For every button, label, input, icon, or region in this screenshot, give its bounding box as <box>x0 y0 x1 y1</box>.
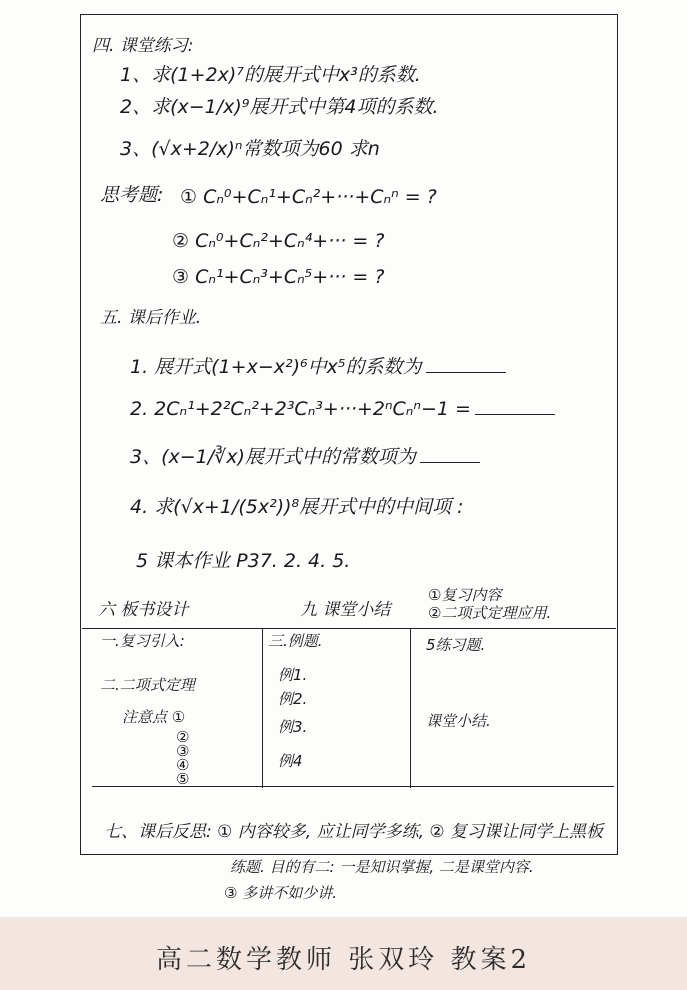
think-question-1: ① Cₙ⁰+Cₙ¹+Cₙ²+···+Cₙⁿ = ? <box>180 186 437 208</box>
footer-title: 高二数学教师 张双玲 教案2 <box>155 945 532 975</box>
section-9-heading: 九 课堂小结 <box>300 600 391 620</box>
footer-banner <box>0 917 687 990</box>
board-examples-heading: 三.例题. <box>268 632 323 650</box>
homework-4: 4. 求(√x+1/(5x²))⁸展开式中的中间项 : <box>130 496 464 518</box>
board-notes-point: 注意点 ① <box>122 708 186 726</box>
board-notes-point-5: ⑤ <box>176 770 190 788</box>
homework-1 <box>130 356 506 378</box>
answer-blank <box>475 400 555 415</box>
homework-3-text: 3、(x−1/∛x)展开式中的常数项为 <box>130 446 416 468</box>
reflection-line-1: 七、课后反思: ① 内容较多, 应让同学多练, ② 复习课让同学上黑板 <box>104 822 604 842</box>
homework-1-text: 1. 展开式(1+x−x²)⁶中x⁵的系数为 <box>130 356 422 378</box>
board-binomial-theorem: 二.二项式定理 <box>100 676 195 694</box>
think-heading: 思考题: <box>100 184 164 206</box>
board-practice: 5练习题. <box>426 636 486 654</box>
reflection-line-2: 练题. 目的有二: 一是知识掌握, 二是课堂内容. <box>230 858 534 876</box>
homework-2-text: 2. 2Cₙ¹+2²Cₙ²+2³Cₙ³+···+2ⁿCₙⁿ−1 = <box>130 398 471 420</box>
board-example-1: 例1. <box>278 666 308 684</box>
exercise-2: 2、求(x−1/x)⁹展开式中第4项的系数. <box>120 96 439 118</box>
board-notes-point-2: ② <box>176 728 190 746</box>
board-example-2: 例2. <box>278 690 308 708</box>
section-4-heading: 四. 课堂练习: <box>92 36 194 56</box>
answer-blank <box>420 448 480 463</box>
exercise-1: 1、求(1+2x)⁷的展开式中x³的系数. <box>120 64 421 86</box>
homework-3 <box>130 446 480 468</box>
section-5-heading: 五. 课后作业. <box>100 308 202 328</box>
board-review-intro: 一.复习引入: <box>100 632 185 650</box>
board-example-4: 例4 <box>278 752 303 770</box>
board-table-divider-2 <box>410 628 411 788</box>
summary-item-2: ②二项式定理应用. <box>428 604 552 622</box>
board-notes-point-4: ④ <box>176 756 190 774</box>
board-table-divider-1 <box>262 628 263 788</box>
answer-blank <box>426 358 506 373</box>
summary-item-1: ①复习内容 <box>428 586 502 604</box>
board-notes-point-3: ③ <box>176 742 190 760</box>
think-question-3: ③ Cₙ¹+Cₙ³+Cₙ⁵+··· = ? <box>172 266 385 288</box>
board-summary: 课堂小结. <box>426 712 491 730</box>
exercise-3: 3、(√x+2/x)ⁿ常数项为60 求n <box>120 138 380 160</box>
homework-2 <box>130 398 555 420</box>
homework-5: 5 课本作业 P37. 2. 4. 5. <box>136 550 351 572</box>
section-6-heading: 六 板书设计 <box>98 600 189 620</box>
reflection-line-3: ③ 多讲不如少讲. <box>224 884 337 902</box>
think-question-2: ② Cₙ⁰+Cₙ²+Cₙ⁴+··· = ? <box>172 230 385 252</box>
board-table-top-line <box>82 628 616 629</box>
board-table-bottom-line <box>92 786 614 787</box>
board-example-3: 例3. <box>278 718 308 736</box>
